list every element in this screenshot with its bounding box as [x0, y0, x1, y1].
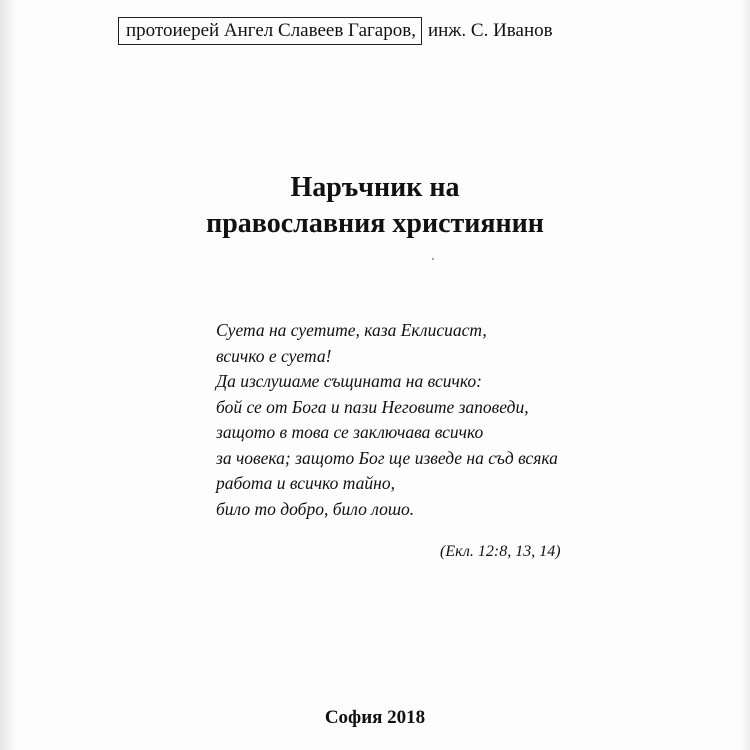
scan-speck [432, 258, 434, 260]
epigraph-line: защото в това се заключава всичко [216, 422, 484, 442]
book-title-line-1: Наръчник на [290, 172, 460, 203]
secondary-author: инж. С. Иванов [427, 20, 553, 41]
book-title [0, 170, 750, 242]
epigraph-line: бой се от Бога и пази Неговите заповеди, [216, 396, 529, 417]
epigraph-line: било то добро, било лошо. [216, 498, 415, 519]
epigraph-line: работа и всичко тайно, [216, 473, 395, 493]
imprint: София 2018 [324, 707, 426, 728]
epigraph-line: за човека; защото Бог ще изведе на съд всяка [216, 447, 558, 468]
authors-line [118, 17, 553, 45]
epigraph [216, 318, 636, 522]
epigraph-line: всичко е суета! [216, 345, 332, 366]
epigraph-line: Да изслушаме същината на всичко: [216, 371, 482, 391]
epigraph-reference: (Екл. 12:8, 13, 14) [440, 543, 561, 560]
epigraph-line: Суета на суетите, каза Еклисиаст, [216, 320, 487, 340]
book-title-line-2: православния християнин [206, 208, 544, 239]
primary-author: протоиерей Ангел Славеев Гагаров, [118, 17, 422, 45]
